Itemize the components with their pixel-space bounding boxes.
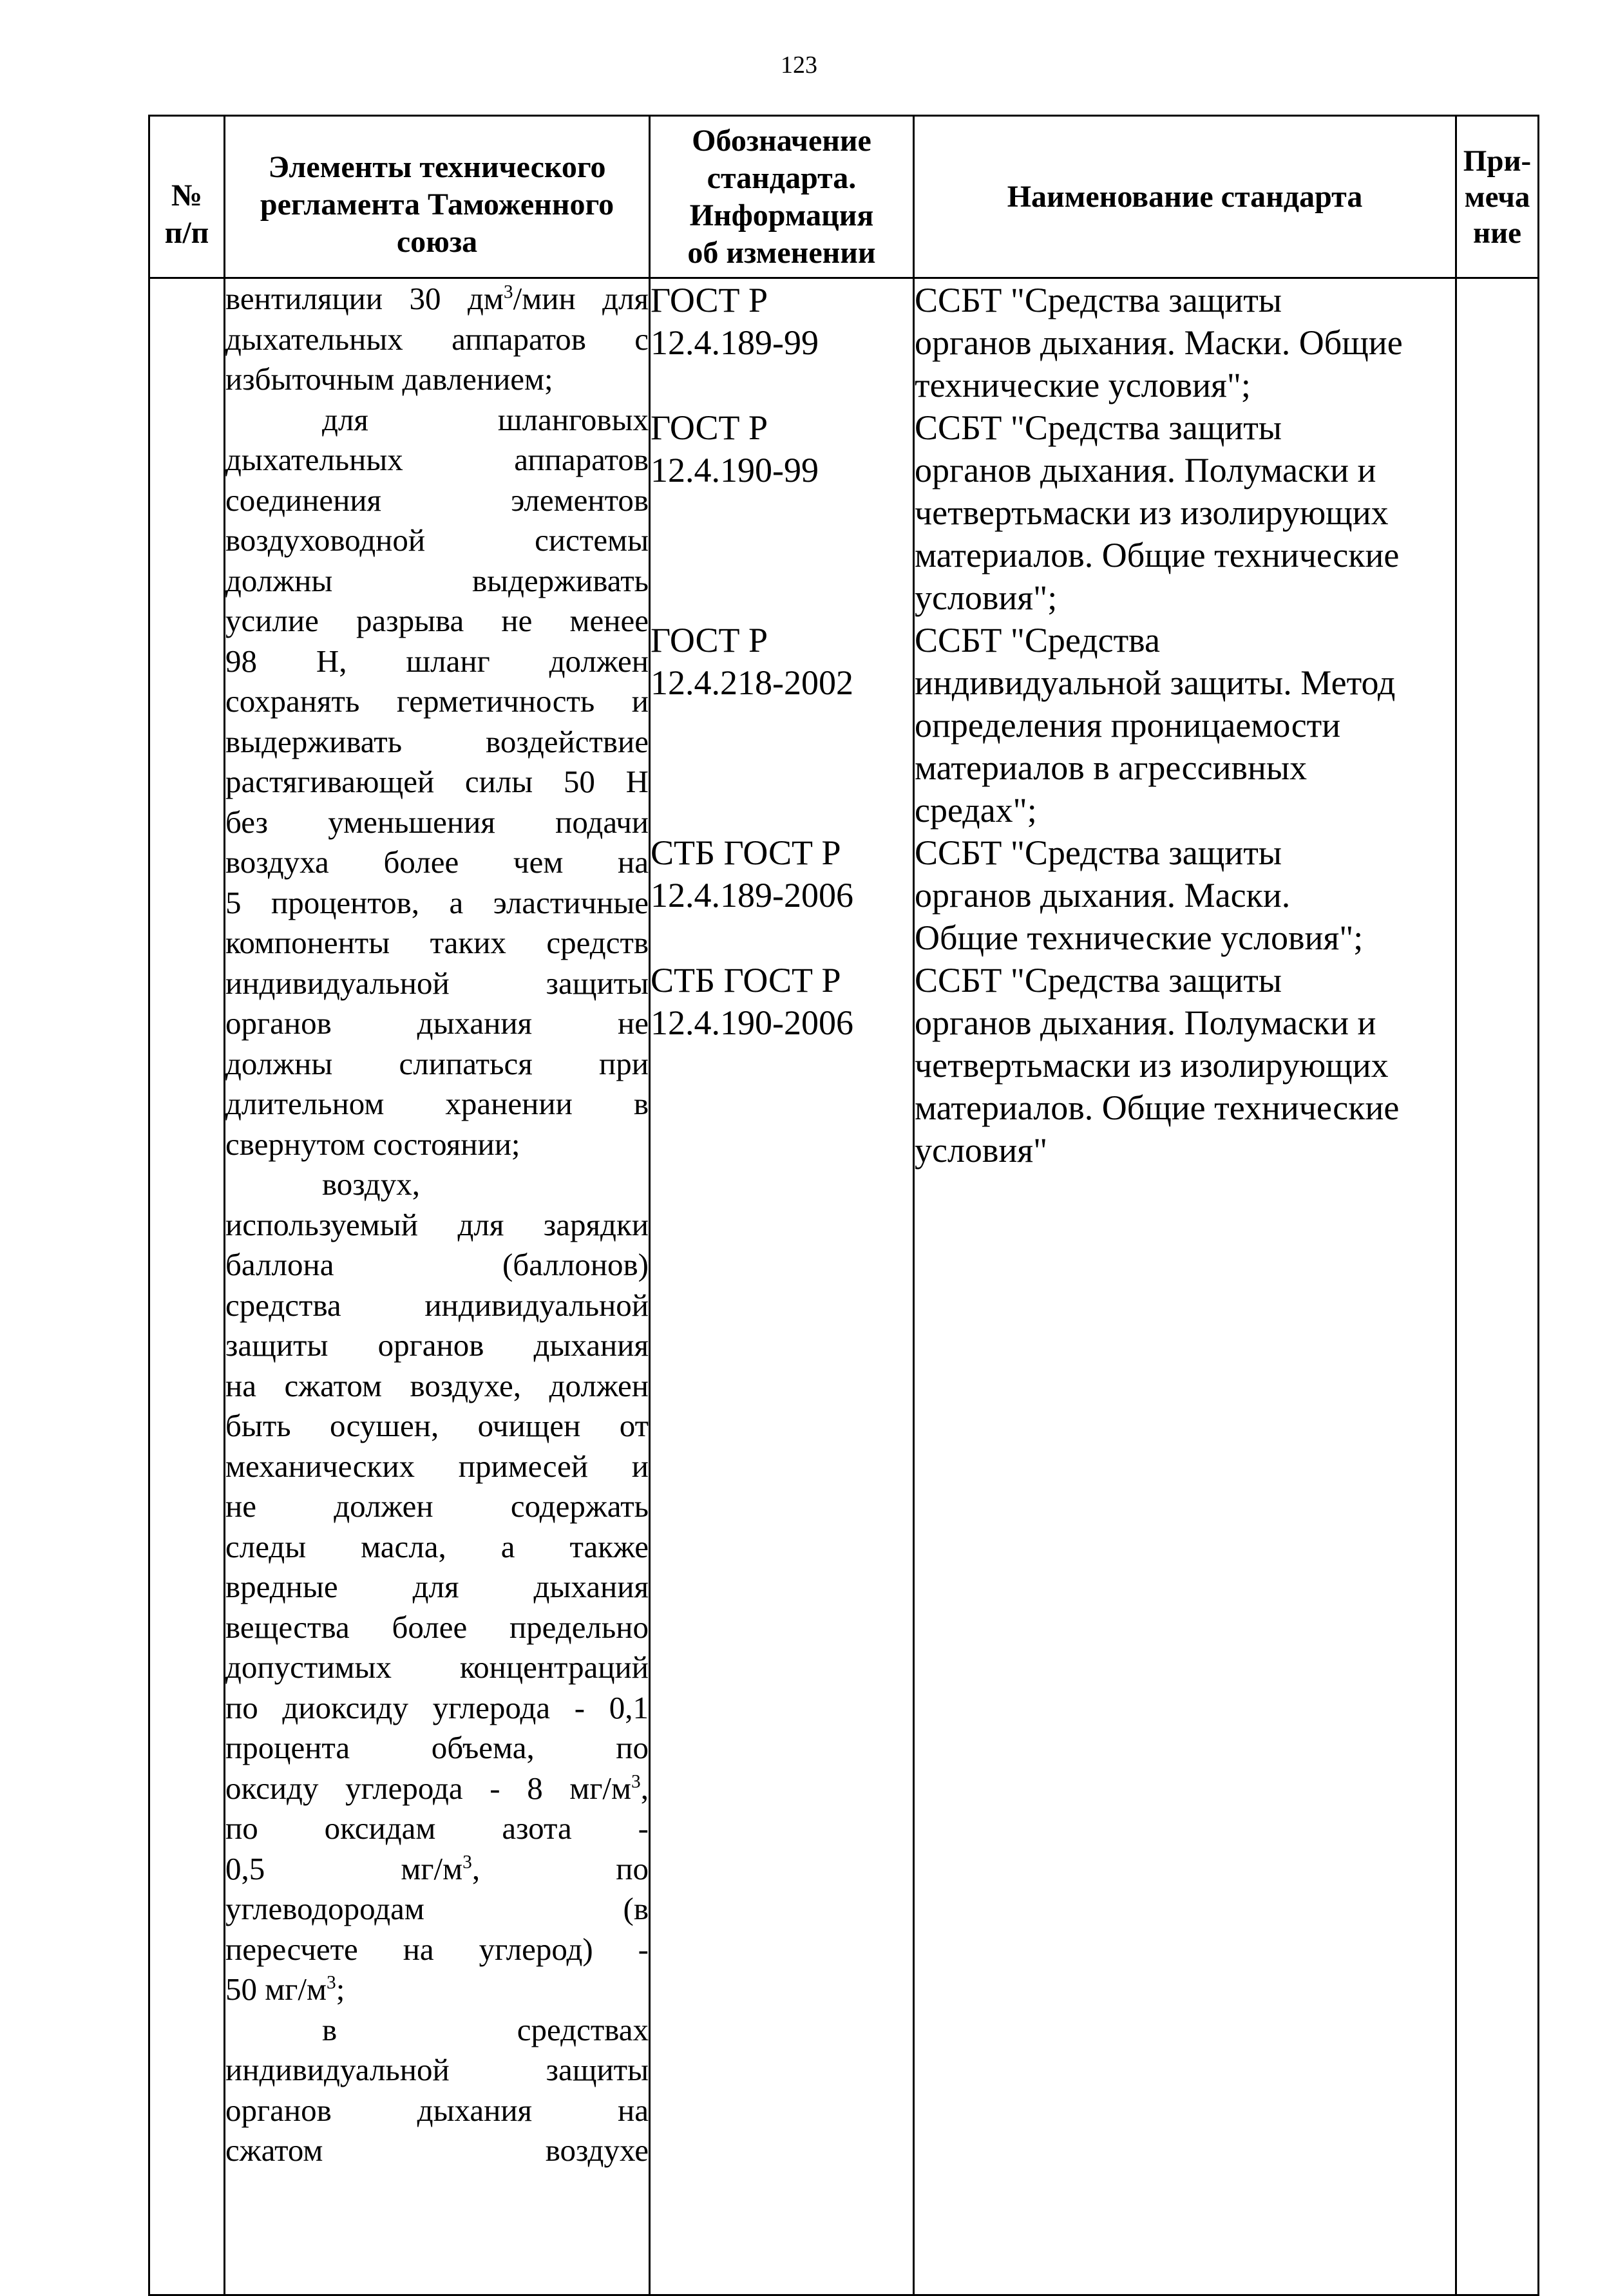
text-line: вредные для дыхания bbox=[225, 1569, 649, 1604]
cell-num bbox=[149, 278, 225, 2295]
text-line: оксиду углерода - 8 $мг/м^3$, bbox=[225, 1770, 649, 1806]
text-line: дыхательных аппаратов bbox=[225, 442, 649, 477]
header-designation: Обозначение стандарта. Информация об изменении bbox=[650, 116, 914, 278]
text-line: средства индивидуальной bbox=[225, 1287, 649, 1323]
text-line: 98 Н, шланг должен bbox=[225, 643, 649, 679]
page-number: 123 bbox=[781, 52, 817, 79]
standard-name: ССБТ "Средства индивидуальной защиты. Метод определения проницаемости материалов в агрессивных средах"; bbox=[915, 621, 1396, 830]
standard-name: ССБТ "Средства защиты органов дыхания. Полумаски и четвертьмаски из изолирующих материалов. Общие технические условия" bbox=[915, 961, 1400, 1170]
text-line: сохранять герметичность и bbox=[225, 683, 649, 719]
text-line: не должен содержать bbox=[225, 1488, 649, 1524]
text-line: воздуха более чем на bbox=[225, 844, 649, 880]
text-line: допустимых концентраций bbox=[225, 1649, 649, 1685]
text-line: вентиляции 30 $дм^3$/мин для bbox=[225, 281, 649, 316]
text-line: индивидуальной защиты bbox=[225, 965, 649, 1001]
standard-name: ССБТ "Средства защиты органов дыхания. Маски. Общие технические условия"; bbox=[915, 281, 1403, 404]
standard-code: СТБ ГОСТ Р 12.4.190-2006 bbox=[651, 961, 853, 1042]
text-line: воздуховодной системы bbox=[225, 522, 649, 558]
text-line: выдерживать воздействие bbox=[225, 723, 649, 759]
standard-name: ССБТ "Средства защиты органов дыхания. Полумаски и четвертьмаски из изолирующих материалов. Общие технические условия"; bbox=[915, 408, 1400, 617]
cell-elements bbox=[225, 278, 650, 2295]
table-header-row bbox=[149, 116, 1539, 278]
text-line: длительном хранении в bbox=[225, 1086, 649, 1121]
text-line: свернутом состоянии; bbox=[225, 1126, 520, 1162]
cell-note bbox=[1456, 278, 1539, 2295]
standard-code: ГОСТ Р 12.4.218-2002 bbox=[651, 621, 853, 702]
text-line: в средствах bbox=[322, 2011, 649, 2047]
header-num: № п/п bbox=[149, 116, 225, 278]
standard-code: ГОСТ Р 12.4.190-99 bbox=[651, 408, 819, 489]
cell-standard-names bbox=[914, 278, 1456, 2295]
text-line: процента объема, по bbox=[225, 1730, 649, 1765]
text-line: для шланговых bbox=[322, 401, 649, 437]
text-line: соединения элементов bbox=[225, 482, 649, 518]
header-note: При- меча ние bbox=[1456, 116, 1539, 278]
text-line: быть осушен, очищен от bbox=[225, 1408, 649, 1443]
standards-table bbox=[148, 115, 1539, 2296]
text-line: 0,5 $мг/м^3$, по bbox=[225, 1850, 649, 1886]
text-line: вещества более предельно bbox=[225, 1609, 649, 1645]
text-line: растягивающей силы 50 Н bbox=[225, 764, 649, 799]
standard-code: ГОСТ Р 12.4.189-99 bbox=[651, 281, 819, 362]
text-line: используемый для зарядки bbox=[225, 1206, 649, 1242]
cell-designation bbox=[650, 278, 914, 2295]
text-line: усилие разрыва не менее bbox=[225, 603, 649, 638]
header-elements: Элементы технического регламента Таможенного союза bbox=[225, 116, 650, 278]
text-line: защиты органов дыхания bbox=[225, 1327, 649, 1363]
header-name: Наименование стандарта bbox=[914, 116, 1456, 278]
text-line: по диоксиду углерода - 0,1 bbox=[225, 1689, 649, 1725]
text-line: дыхательных аппаратов с bbox=[225, 321, 649, 357]
standard-code: СТБ ГОСТ Р 12.4.189-2006 bbox=[651, 833, 853, 915]
text-line: баллона (баллонов) bbox=[225, 1247, 649, 1282]
text-line: пересчете на углерод) - bbox=[225, 1931, 649, 1967]
text-line: органов дыхания на bbox=[225, 2092, 649, 2128]
text-line: избыточным давлением; bbox=[225, 361, 553, 397]
text-line: компоненты таких средств bbox=[225, 925, 649, 960]
text-line: углеводородам (в bbox=[225, 1891, 649, 1926]
text-line: воздух, bbox=[322, 1166, 420, 1202]
text-line: следы масла, а также bbox=[225, 1528, 649, 1564]
text-line: 50 $мг/м^3$; bbox=[225, 1971, 345, 2007]
text-line: индивидуальной защиты bbox=[225, 2052, 649, 2087]
text-line: по оксидам азота - bbox=[225, 1810, 649, 1846]
text-line: должны слипаться при bbox=[225, 1045, 649, 1081]
text-line: без уменьшения подачи bbox=[225, 804, 649, 840]
standard-name: ССБТ "Средства защиты органов дыхания. Маски. Общие технические условия"; bbox=[915, 833, 1364, 957]
text-line: должны выдерживать bbox=[225, 562, 649, 598]
text-line: сжатом воздухе bbox=[225, 2132, 649, 2168]
text-line: механических примесей и bbox=[225, 1448, 649, 1484]
table-row bbox=[149, 278, 1539, 2295]
text-line: органов дыхания не bbox=[225, 1005, 649, 1041]
text-line: на сжатом воздухе, должен bbox=[225, 1367, 649, 1403]
text-line: 5 процентов, а эластичные bbox=[225, 884, 649, 920]
